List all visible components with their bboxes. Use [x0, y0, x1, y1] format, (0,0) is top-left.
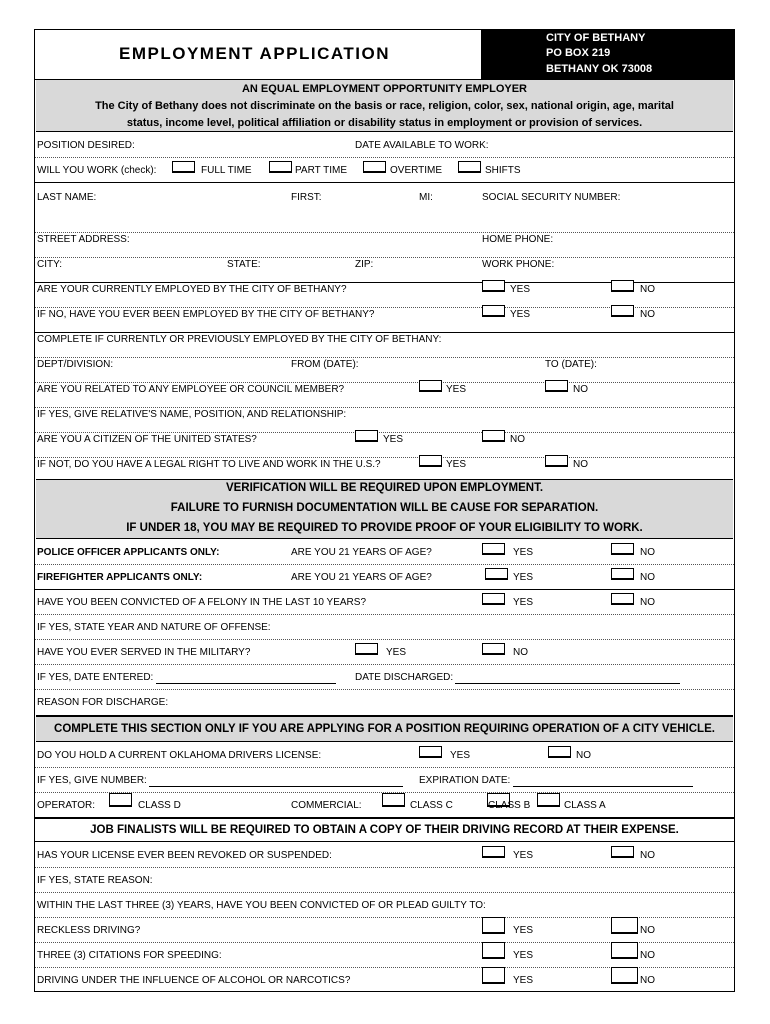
felony-row: [35, 589, 734, 615]
last-name-label: LAST NAME:: [37, 192, 97, 203]
revoked-reason-label: IF YES, STATE REASON:: [37, 875, 153, 886]
revoked-no-checkbox[interactable]: [611, 846, 634, 858]
zip-label: ZIP:: [355, 259, 374, 270]
date-available-label: DATE AVAILABLE TO WORK:: [355, 140, 489, 151]
service-dates-row: [35, 664, 734, 690]
military-question: HAVE YOU EVER SERVED IN THE MILITARY?: [37, 647, 251, 658]
currently-employed-question: ARE YOUR CURRENTLY EMPLOYED BY THE CITY OF BETHANY?: [37, 284, 347, 295]
position-desired-label: POSITION DESIRED:: [37, 140, 135, 151]
ever-employed-question: IF NO, HAVE YOU EVER BEEN EMPLOYED BY THE CITY OF BETHANY?: [37, 309, 375, 320]
yes-label: YES: [510, 309, 531, 320]
will-work-label: WILL YOU WORK (check):: [37, 165, 157, 176]
date-entered-line[interactable]: [156, 683, 336, 684]
license-class-row: [35, 792, 734, 817]
military-row: [35, 639, 734, 665]
position-row: [35, 132, 734, 158]
no-label: NO: [640, 309, 655, 320]
no-label: NO: [513, 647, 528, 658]
complete-if-row: [35, 332, 734, 358]
yes-label: YES: [446, 459, 467, 470]
no-label: NO: [510, 434, 525, 445]
speeding-yes-checkbox[interactable]: [482, 942, 505, 959]
yes-label: YES: [513, 547, 534, 558]
yes-label: YES: [510, 284, 531, 295]
date-discharged-label: DATE DISCHARGED:: [355, 672, 454, 683]
within-three-years-row: [35, 892, 734, 918]
yes-label: YES: [513, 572, 534, 583]
no-label: NO: [573, 384, 588, 395]
firefighter-row: [35, 564, 734, 590]
license-number-row: [35, 767, 734, 793]
dui-row: [35, 967, 734, 991]
military-no-checkbox[interactable]: [482, 643, 505, 655]
application-form: [34, 29, 735, 992]
street-row: [35, 232, 734, 258]
yes-label: YES: [386, 647, 407, 658]
no-label: NO: [640, 975, 655, 986]
yes-label: YES: [513, 925, 534, 936]
felony-yes-checkbox[interactable]: [482, 593, 505, 605]
legal-right-row: [35, 457, 734, 479]
legal-right-yes-checkbox[interactable]: [419, 455, 442, 467]
middle-initial-label: MI:: [419, 192, 433, 203]
police-row: [35, 539, 734, 565]
revoked-question: HAS YOUR LICENSE EVER BEEN REVOKED OR SUSPENDED:: [37, 850, 332, 861]
full-time-label: FULL TIME: [201, 165, 252, 176]
expiration-line[interactable]: [513, 786, 693, 787]
no-label: NO: [640, 850, 655, 861]
yes-label: YES: [513, 850, 534, 861]
license-yes-checkbox[interactable]: [419, 746, 442, 758]
offense-label: IF YES, STATE YEAR AND NATURE OF OFFENSE:: [37, 622, 271, 633]
class-a-checkbox[interactable]: [537, 793, 560, 807]
finalists-text: JOB FINALISTS WILL BE REQUIRED TO OBTAIN A COPY OF THEIR DRIVING RECORD AT THEIR EXPENSE.: [90, 824, 679, 836]
street-address-label: STREET ADDRESS:: [37, 234, 130, 245]
no-label: NO: [640, 547, 655, 558]
name-row: [35, 182, 734, 233]
verification-notice: [36, 479, 733, 539]
finalists-notice: [35, 817, 734, 842]
class-b-label: CLASS B: [488, 800, 531, 811]
home-phone-label: HOME PHONE:: [482, 234, 554, 245]
license-number-label: IF YES, GIVE NUMBER:: [37, 775, 147, 786]
no-label: NO: [640, 572, 655, 583]
from-date-label: FROM (DATE):: [291, 359, 359, 370]
class-c-label: CLASS C: [410, 800, 453, 811]
yes-label: YES: [513, 975, 534, 986]
eeo-line-2: status, income level, political affiliation or disability status in employment or provision of services.: [126, 117, 643, 129]
dui-question: DRIVING UNDER THE INFLUENCE OF ALCOHOL OR NARCOTICS?: [37, 975, 351, 986]
currently-employed-no-checkbox[interactable]: [611, 280, 634, 292]
eeo-statement: [36, 80, 733, 132]
offense-row: [35, 614, 734, 640]
reckless-row: [35, 917, 734, 943]
no-label: NO: [640, 950, 655, 961]
class-c-checkbox[interactable]: [382, 793, 405, 807]
class-a-label: CLASS A: [564, 800, 606, 811]
first-name-label: FIRST:: [291, 192, 322, 203]
yes-label: YES: [446, 384, 467, 395]
reckless-yes-checkbox[interactable]: [482, 917, 505, 934]
yes-label: YES: [513, 950, 534, 961]
shifts-label: SHIFTS: [485, 165, 521, 176]
reckless-question: RECKLESS DRIVING?: [37, 925, 141, 936]
full-time-checkbox[interactable]: [172, 161, 195, 173]
related-question: ARE YOU RELATED TO ANY EMPLOYEE OR COUNCIL MEMBER?: [37, 384, 345, 395]
relative-info-row: [35, 407, 734, 433]
to-date-label: TO (DATE):: [545, 359, 597, 370]
license-number-line[interactable]: [149, 786, 403, 787]
part-time-label: PART TIME: [295, 165, 348, 176]
overtime-checkbox[interactable]: [363, 161, 386, 173]
firefighter-age-no-checkbox[interactable]: [611, 568, 634, 580]
city-address-box: [481, 30, 735, 79]
citizen-no-checkbox[interactable]: [482, 430, 505, 442]
yes-label: YES: [513, 597, 534, 608]
license-question: DO YOU HOLD A CURRENT OKLAHOMA DRIVERS LICENSE:: [37, 750, 322, 761]
city-label: CITY:: [37, 259, 63, 270]
age-question: ARE YOU 21 YEARS OF AGE?: [291, 572, 432, 583]
citizen-yes-checkbox[interactable]: [355, 430, 378, 442]
legal-right-question: IF NOT, DO YOU HAVE A LEGAL RIGHT TO LIVE AND WORK IN THE U.S.?: [37, 459, 381, 470]
po-box: PO BOX 219: [546, 47, 611, 59]
license-no-checkbox[interactable]: [548, 746, 571, 758]
city-state-zip: BETHANY OK 73008: [546, 63, 653, 75]
yes-label: YES: [450, 750, 471, 761]
ever-employed-row: [35, 307, 734, 333]
vehicle-heading-text: COMPLETE THIS SECTION ONLY IF YOU ARE APPLYING FOR A POSITION REQUIRING OPERATION OF A CITY VEHICLE.: [54, 723, 715, 735]
citizen-row: [35, 432, 734, 458]
form-title: EMPLOYMENT APPLICATION: [119, 44, 390, 63]
revoked-reason-row: [35, 867, 734, 893]
dept-division-label: DEPT/DIVISION:: [37, 359, 114, 370]
date-entered-label: IF YES, DATE ENTERED:: [37, 672, 154, 683]
state-label: STATE:: [227, 259, 261, 270]
license-row: [35, 742, 734, 768]
work-phone-label: WORK PHONE:: [482, 259, 555, 270]
citizen-question: ARE YOU A CITIZEN OF THE UNITED STATES?: [37, 434, 257, 445]
speeding-question: THREE (3) CITATIONS FOR SPEEDING:: [37, 950, 222, 961]
shifts-checkbox[interactable]: [458, 161, 481, 173]
ever-employed-no-checkbox[interactable]: [611, 305, 634, 317]
no-label: NO: [640, 925, 655, 936]
verification-line-1: VERIFICATION WILL BE REQUIRED UPON EMPLOYMENT.: [225, 482, 544, 494]
part-time-checkbox[interactable]: [269, 161, 292, 173]
police-age-yes-checkbox[interactable]: [482, 543, 505, 555]
felony-question: HAVE YOU BEEN CONVICTED OF A FELONY IN THE LAST 10 YEARS?: [37, 597, 366, 608]
eeo-line-1: The City of Bethany does not discriminate on the basis or race, religion, color, sex, national origin, age, marital: [95, 100, 674, 112]
currently-employed-yes-checkbox[interactable]: [482, 280, 505, 292]
ever-employed-yes-checkbox[interactable]: [482, 305, 505, 317]
speeding-no-checkbox[interactable]: [611, 942, 638, 959]
no-label: NO: [640, 284, 655, 295]
complete-if-label: COMPLETE IF CURRENTLY OR PREVIOUSLY EMPLOYED BY THE CITY OF BETHANY:: [37, 334, 442, 345]
class-d-label: CLASS D: [138, 800, 181, 811]
related-row: [35, 382, 734, 408]
overtime-label: OVERTIME: [390, 165, 443, 176]
dept-row: [35, 357, 734, 383]
work-type-row: [35, 157, 734, 183]
discharge-reason-label: REASON FOR DISCHARGE:: [37, 697, 169, 708]
no-label: NO: [640, 597, 655, 608]
vehicle-section-heading: [36, 715, 733, 742]
eeo-heading: AN EQUAL EMPLOYMENT OPPORTUNITY EMPLOYER: [241, 83, 527, 95]
dui-yes-checkbox[interactable]: [482, 967, 505, 984]
police-applicants-label: POLICE OFFICER APPLICANTS ONLY:: [37, 547, 220, 558]
speeding-row: [35, 942, 734, 968]
verification-line-2: FAILURE TO FURNISH DOCUMENTATION WILL BE CAUSE FOR SEPARATION.: [170, 502, 599, 514]
within-three-years-label: WITHIN THE LAST THREE (3) YEARS, HAVE YOU BEEN CONVICTED OF OR PLEAD GUILTY TO:: [37, 900, 486, 911]
dui-no-checkbox[interactable]: [611, 967, 638, 984]
no-label: NO: [573, 459, 588, 470]
city-name: CITY OF BETHANY: [546, 32, 646, 44]
date-discharged-line[interactable]: [455, 683, 680, 684]
legal-right-no-checkbox[interactable]: [545, 455, 568, 467]
felony-no-checkbox[interactable]: [611, 593, 634, 605]
police-age-no-checkbox[interactable]: [611, 543, 634, 555]
revoked-yes-checkbox[interactable]: [482, 846, 505, 858]
firefighter-applicants-label: FIREFIGHTER APPLICANTS ONLY:: [37, 572, 203, 583]
military-yes-checkbox[interactable]: [355, 643, 378, 655]
revoked-row: [35, 842, 734, 868]
related-yes-checkbox[interactable]: [419, 380, 442, 392]
verification-line-3: IF UNDER 18, YOU MAY BE REQUIRED TO PROVIDE PROOF OF YOUR ELIGIBILITY TO WORK.: [126, 522, 643, 534]
relative-info-label: IF YES, GIVE RELATIVE'S NAME, POSITION, AND RELATIONSHIP:: [37, 409, 347, 420]
age-question: ARE YOU 21 YEARS OF AGE?: [291, 547, 432, 558]
related-no-checkbox[interactable]: [545, 380, 568, 392]
expiration-label: EXPIRATION DATE:: [419, 775, 511, 786]
reckless-no-checkbox[interactable]: [611, 917, 638, 934]
ssn-label: SOCIAL SECURITY NUMBER:: [482, 192, 621, 203]
firefighter-age-yes-checkbox[interactable]: [485, 568, 508, 580]
commercial-label: COMMERCIAL:: [291, 800, 362, 811]
discharge-reason-row: [35, 689, 734, 715]
operator-label: OPERATOR:: [37, 800, 95, 811]
class-d-checkbox[interactable]: [109, 793, 132, 807]
yes-label: YES: [383, 434, 404, 445]
no-label: NO: [576, 750, 591, 761]
